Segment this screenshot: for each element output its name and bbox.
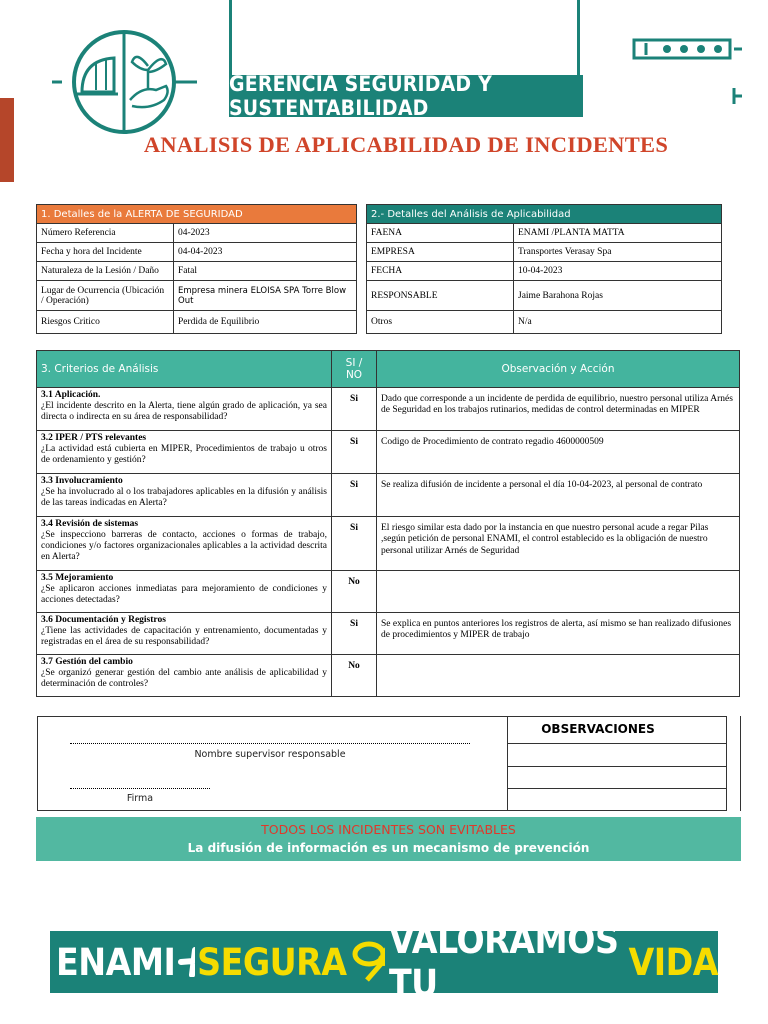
criteria-observation: Dado que corresponde a un incidente de perdida de equilibrio, nuestro personal utiliza Arnés de Seguridad en los trabajos rutinarios, medidas de control determinadas en MIPER <box>377 388 740 431</box>
observation-line[interactable] <box>508 788 727 789</box>
analysis-details-heading: 2.- Detalles del Análisis de Aplicabilidad <box>367 205 722 224</box>
alert-value: 04-04-2023 <box>174 243 357 262</box>
criteria-title: 3.3 Involucramiento <box>41 476 123 486</box>
criteria-row <box>37 474 740 517</box>
analysis-details-table <box>366 204 722 334</box>
hard-hat-icon <box>76 58 118 94</box>
criteria-row <box>37 571 740 613</box>
criteria-title: 3.1 Aplicación. <box>41 390 101 400</box>
enami-banner <box>50 919 718 1005</box>
plus-icon <box>177 947 195 977</box>
criteria-title: 3.2 IPER / PTS relevantes <box>41 433 147 443</box>
yes-no-header: SI / NO <box>332 351 377 388</box>
analysis-value: ENAMI /PLANTA MATTA <box>514 224 722 243</box>
supervisor-name-label: Nombre supervisor responsable <box>194 749 346 760</box>
criteria-row <box>37 613 740 655</box>
plant-hand-icon <box>130 57 168 107</box>
criteria-answer: Si <box>332 431 377 474</box>
criteria-answer: Si <box>332 613 377 655</box>
criteria-title: 3.6 Documentación y Registros <box>41 615 166 625</box>
criteria-header: 3. Criterios de Análisis <box>37 351 332 388</box>
alert-details-table <box>36 204 357 334</box>
alert-value: Fatal <box>174 262 357 281</box>
supervisor-name-line[interactable] <box>70 743 470 744</box>
analysis-label: RESPONSABLE <box>367 281 514 311</box>
analysis-label: FAENA <box>367 224 514 243</box>
observation-line[interactable] <box>508 743 727 744</box>
observation-line[interactable] <box>508 766 727 767</box>
criteria-answer: No <box>332 571 377 613</box>
organization-banner: GERENCIA SEGURIDAD Y SUSTENTABILIDAD <box>229 75 583 117</box>
criteria-question: ¿Se aplicaron acciones inmediatas para mejoramiento de condiciones y acciones detectadas? <box>41 583 327 605</box>
criteria-answer: Si <box>332 474 377 517</box>
criteria-row <box>37 655 740 697</box>
alert-label: Fecha y hora del Incidente <box>37 243 174 262</box>
analysis-value: 10-04-2023 <box>514 262 722 281</box>
analysis-value: Jaime Barahona Rojas <box>514 281 722 311</box>
slogan-line2: La difusión de información es un mecanismo de prevención <box>187 841 590 855</box>
alert-label: Naturaleza de la Lesión / Daño <box>37 262 174 281</box>
observations-right-border <box>740 716 741 811</box>
page-title: ANALISIS DE APLICABILIDAD DE INCIDENTES <box>143 132 669 157</box>
criteria-title: 3.5 Mejoramiento <box>41 573 114 583</box>
criteria-observation: Se realiza difusión de incidente a personal el día 10-04-2023, al personal de contrato <box>377 474 740 517</box>
analysis-label: FECHA <box>367 262 514 281</box>
criteria-observation <box>377 655 740 697</box>
criteria-answer: No <box>332 655 377 697</box>
criteria-question: ¿Se inspecciono barreras de contacto, acciones o formas de trabajo, condiciones y/o factores organizacionales aplicables a la actividad descrita en Alerta? <box>41 529 327 562</box>
criteria-question: ¿Se organizó generar gestión del cambio ante análisis de aplicabilidad y determinación de controles? <box>41 667 327 689</box>
progress-dots-decoration <box>632 38 742 108</box>
alert-label: Lugar de Ocurrencia (Ubicación / Operación) <box>37 281 174 311</box>
criteria-title: 3.4 Revisión de sistemas <box>41 519 139 529</box>
safety-logo <box>52 30 197 140</box>
analysis-value: N/a <box>514 311 722 334</box>
slogan-line1: TODOS LOS INCIDENTES SON EVITABLES <box>261 822 516 837</box>
banner-segura: SEGURA <box>197 940 347 984</box>
alert-value: Empresa minera ELOISA SPA Torre Blow Out <box>174 281 357 311</box>
analysis-label: Otros <box>367 311 514 334</box>
alert-label: Número Referencia <box>37 224 174 243</box>
analysis-label: EMPRESA <box>367 243 514 262</box>
banner-valoramos: VALORAMOS TU <box>388 919 619 1005</box>
criteria-observation <box>377 571 740 613</box>
alert-value: Perdida de Equilibrio <box>174 311 357 334</box>
criteria-observation: Codigo de Procedimiento de contrato regadio 4600000509 <box>377 431 740 474</box>
criteria-row <box>37 431 740 474</box>
signature-line[interactable] <box>70 788 210 789</box>
criteria-answer: Si <box>332 388 377 431</box>
banner-enami: ENAMI <box>56 940 176 984</box>
criteria-answer: Si <box>332 517 377 571</box>
banner-vida: VIDA <box>628 940 718 984</box>
alert-label: Riesgos Critico <box>37 311 174 334</box>
criteria-question: ¿El incidente descrito en la Alerta, tiene algún grado de aplicación, ya sea directa o indirecta en su área de responsabilidad? <box>41 400 327 422</box>
alert-value: 04-2023 <box>174 224 357 243</box>
observation-header: Observación y Acción <box>377 351 740 388</box>
firma-label: Firma <box>126 793 154 804</box>
criteria-table <box>36 350 740 697</box>
criteria-title: 3.7 Gestión del cambio <box>41 657 133 667</box>
bow-icon <box>351 940 385 984</box>
criteria-row <box>37 517 740 571</box>
criteria-question: ¿La actividad está cubierta en MIPER, Procedimientos de trabajo u otros de ordenamiento y gestión? <box>41 443 327 465</box>
criteria-observation: El riesgo similar esta dado por la instancia en que nuestro personal acude a regar Pilas ,según petición de personal ENAMI, el control establecido es la obligación de nuestro personal utilizar Arnés de Seguridad <box>377 517 740 571</box>
observations-title: OBSERVACIONES <box>541 722 655 736</box>
criteria-observation: Se explica en puntos anteriores los registros de alerta, así mismo se han realizado difusiones de procedimientos y MIPER de trabajo <box>377 613 740 655</box>
criteria-question: ¿Tiene las actividades de capacitación y entrenamiento, documentadas y registradas en el área de su responsabilidad? <box>41 625 327 647</box>
criteria-question: ¿Se ha involucrado al o los trabajadores aplicables en la difusión y análisis de las tareas indicadas en Alerta? <box>41 486 327 508</box>
alert-details-heading: 1. Detalles de la ALERTA DE SEGURIDAD <box>37 205 357 224</box>
analysis-value: Transportes Verasay Spa <box>514 243 722 262</box>
criteria-row <box>37 388 740 431</box>
